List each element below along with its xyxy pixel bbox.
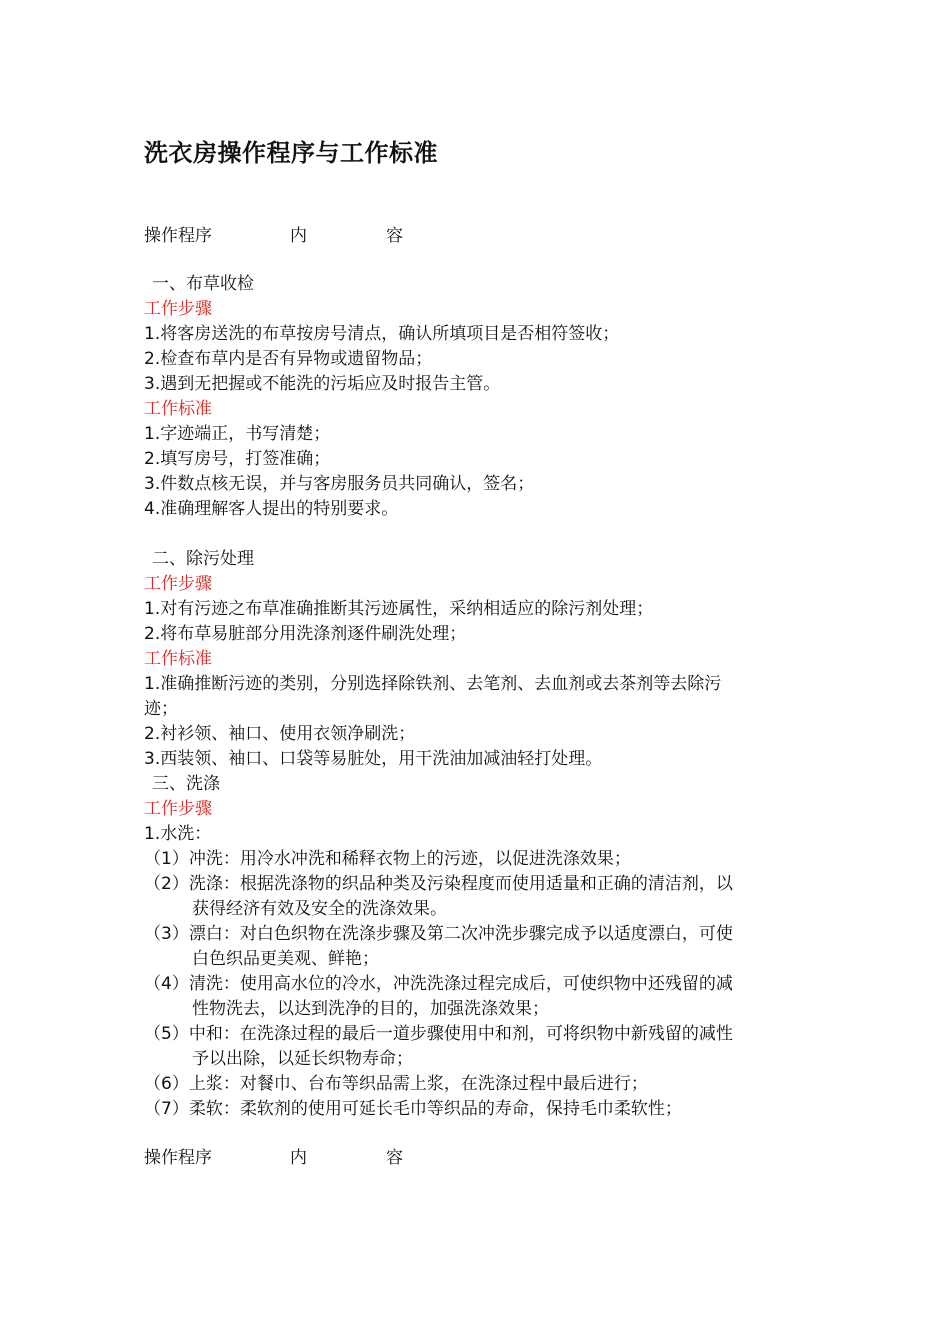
steps-label-3: 工作步骤 <box>144 799 212 819</box>
list-item: 1.准确推断污迹的类别，分别选择除铁剂、去笔剂、去血剂或去茶剂等去除污 <box>144 674 722 694</box>
list-item-continuation: 性物洗去，以达到洗净的目的，加强洗涤效果； <box>192 999 549 1019</box>
list-item: 2.检查布草内是否有异物或遗留物品； <box>144 349 433 369</box>
list-item: （4）清洗：使用高水位的冷水，冲洗洗涤过程完成后，可使织物中还残留的减 <box>144 974 733 994</box>
list-item: 3.西装领、袖口、口袋等易脏处，用干洗油加减油轻打处理。 <box>144 749 603 769</box>
list-item-continuation: 白色织品更美观、鲜艳； <box>192 949 379 969</box>
list-item: 1.字迹端正，书写清楚； <box>144 424 331 444</box>
section-heading-1: 一、布草收检 <box>152 274 254 294</box>
list-item-continuation: 予以出除，以延长织物寿命； <box>192 1049 413 1069</box>
list-item: 3.件数点核无误，并与客房服务员共同确认，签名； <box>144 474 535 494</box>
list-item: 迹； <box>144 699 178 719</box>
list-item: 2.衬衫领、袖口、使用衣领净刷洗； <box>144 724 416 744</box>
header-col-content-1: 内 <box>290 226 307 246</box>
list-item: （1）冲洗：用冷水冲洗和稀释衣物上的污迹，以促进洗涤效果； <box>144 849 631 869</box>
standards-label-1: 工作标准 <box>144 399 212 419</box>
list-item: （6）上浆：对餐巾、台布等织品需上浆，在洗涤过程中最后进行； <box>144 1074 648 1094</box>
header-col-content-2: 容 <box>386 1148 403 1168</box>
section-heading-3: 三、洗涤 <box>152 774 220 794</box>
header-col-content-2: 容 <box>386 226 403 246</box>
standards-label-2: 工作标准 <box>144 649 212 669</box>
list-item: 2.将布草易脏部分用洗涤剂逐件刷洗处理； <box>144 624 467 644</box>
steps-label-1: 工作步骤 <box>144 299 212 319</box>
header-col-procedure: 操作程序 <box>144 1148 212 1168</box>
steps-label-2: 工作步骤 <box>144 574 212 594</box>
page-title: 洗衣房操作程序与工作标准 <box>144 139 438 167</box>
list-item: （5）中和：在洗涤过程的最后一道步骤使用中和剂，可将织物中新残留的减性 <box>144 1024 733 1044</box>
header-col-procedure: 操作程序 <box>144 226 212 246</box>
list-item: （2）洗涤：根据洗涤物的织品种类及污染程度而使用适量和正确的清洁剂，以 <box>144 874 733 894</box>
section-heading-2: 二、除污处理 <box>152 549 254 569</box>
document-body <box>144 272 809 1122</box>
list-item: 3.遇到无把握或不能洗的污垢应及时报告主管。 <box>144 374 501 394</box>
list-item: 1.将客房送洗的布草按房号清点，确认所填项目是否相符签收； <box>144 324 620 344</box>
water-wash-heading: 1.水洗： <box>144 824 212 844</box>
list-item: （3）漂白：对白色织物在洗涤步骤及第二次冲洗步骤完成予以适度漂白，可使 <box>144 924 733 944</box>
list-item: （7）柔软：柔软剂的使用可延长毛巾等织品的寿命，保持毛巾柔软性； <box>144 1099 682 1119</box>
list-item: 1.对有污迹之布草准确推断其污迹属性，采纳相适应的除污剂处理； <box>144 599 654 619</box>
spacer <box>144 522 809 547</box>
header-col-content-1: 内 <box>290 1148 307 1168</box>
list-item-continuation: 获得经济有效及安全的洗涤效果。 <box>192 899 447 919</box>
list-item: 4.准确理解客人提出的特别要求。 <box>144 499 399 519</box>
list-item: 2.填写房号，打签准确； <box>144 449 331 469</box>
